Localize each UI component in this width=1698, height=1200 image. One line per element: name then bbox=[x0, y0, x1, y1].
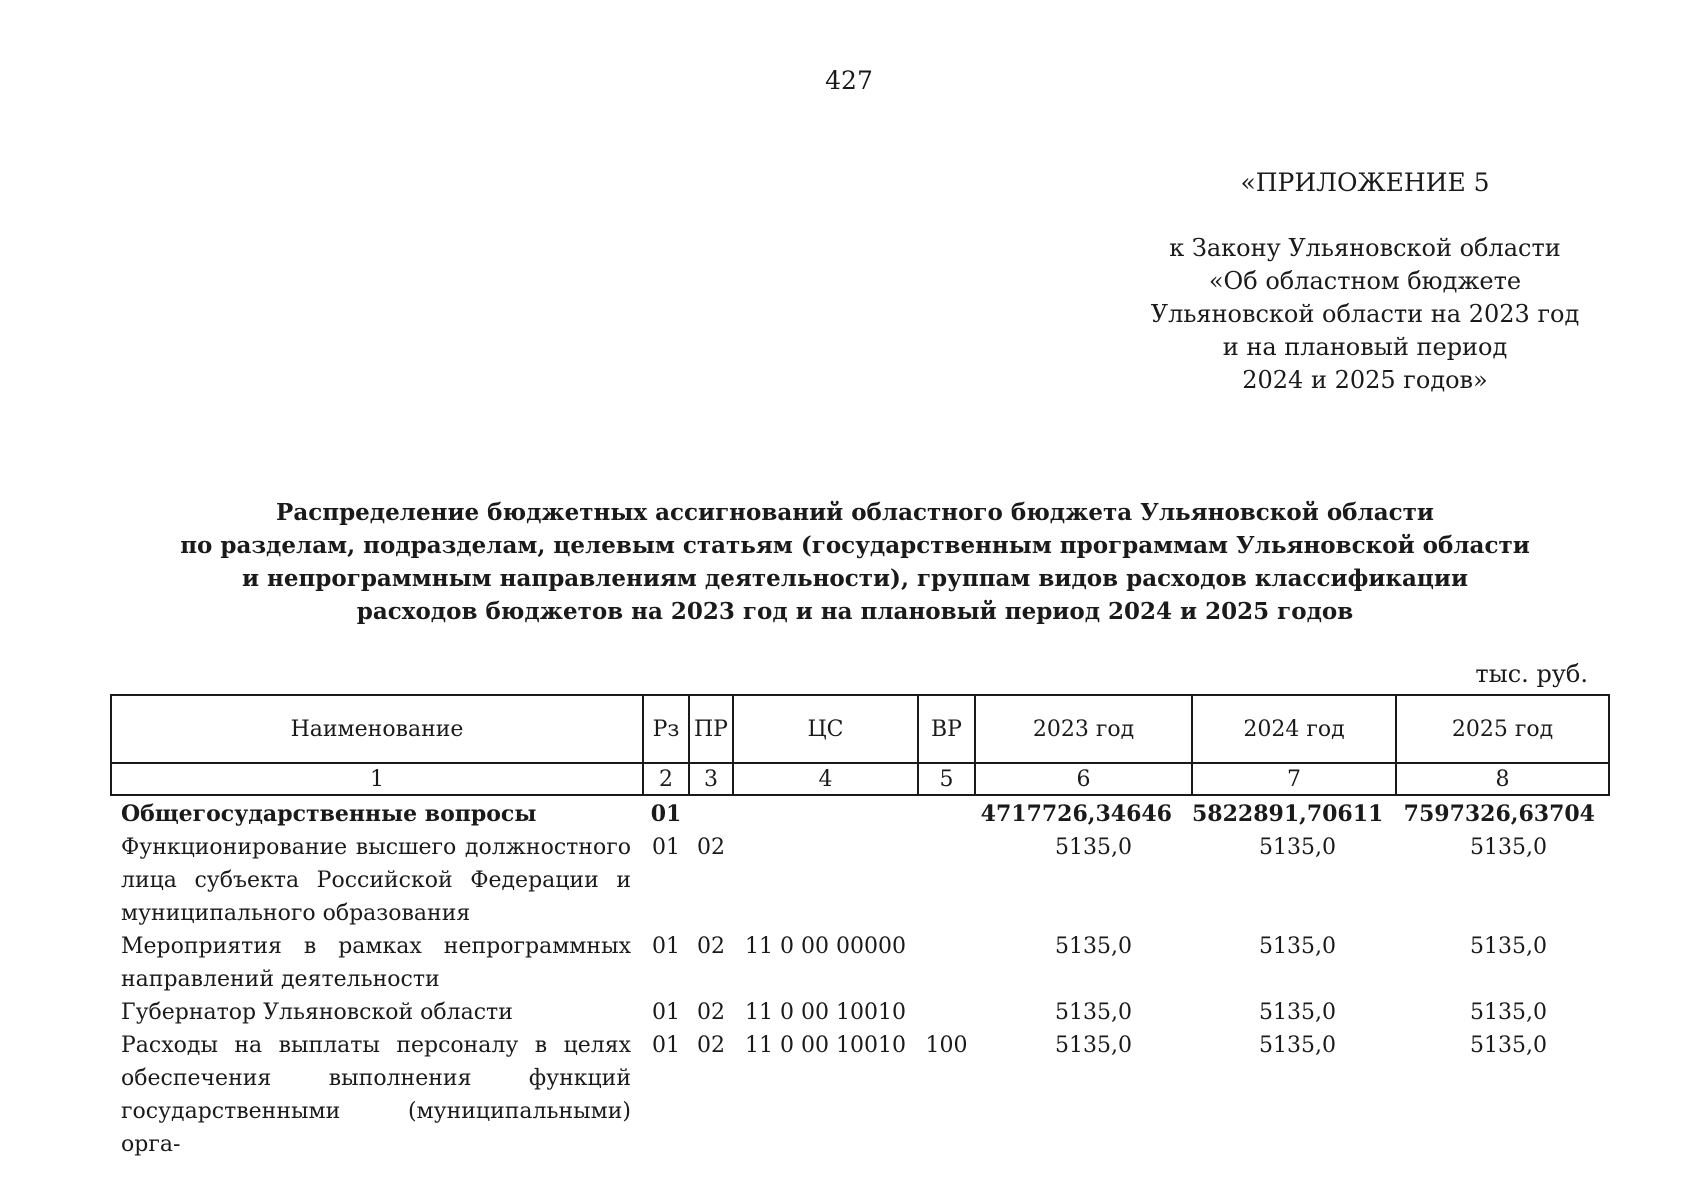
row-rz: 01 bbox=[652, 835, 680, 860]
row-name: Губернатор Ульяновской области bbox=[121, 1000, 513, 1025]
header-name: Наименование bbox=[111, 695, 643, 763]
header-2025: 2025 год bbox=[1396, 695, 1609, 763]
row-pr: 02 bbox=[697, 934, 725, 959]
budget-table bbox=[110, 694, 1610, 1161]
appendix-reference-line: Ульяновской области на 2023 год bbox=[1150, 300, 1580, 328]
appendix-reference-line: к Закону Ульяновской области bbox=[1169, 234, 1561, 262]
row-pr: 02 bbox=[697, 1033, 725, 1058]
units-label: тыс. руб. bbox=[1475, 660, 1588, 688]
column-number: 8 bbox=[1396, 763, 1609, 795]
row-name: Мероприятия в рамках непрограммных направлений деятельности bbox=[121, 934, 631, 992]
column-number: 3 bbox=[689, 763, 733, 795]
row-pr: 02 bbox=[697, 1000, 725, 1025]
column-number: 1 bbox=[111, 763, 643, 795]
row-cs: 11 0 00 10010 bbox=[745, 1000, 906, 1025]
page-number: 427 bbox=[825, 66, 873, 95]
row-2023: 5135,0 bbox=[1055, 1000, 1132, 1025]
table-row bbox=[111, 996, 1609, 1029]
column-number: 4 bbox=[733, 763, 918, 795]
table-row bbox=[111, 831, 1609, 930]
row-vr bbox=[918, 996, 975, 1029]
column-number: 5 bbox=[918, 763, 975, 795]
row-2024: 5822891,70611 bbox=[1192, 801, 1384, 827]
document-title-line: по разделам, подразделам, целевым статьям (государственным программам Ульяновской области bbox=[180, 532, 1530, 559]
row-vr bbox=[918, 795, 975, 831]
row-2024: 5135,0 bbox=[1259, 934, 1336, 959]
row-rz: 01 bbox=[652, 1000, 680, 1025]
appendix-reference-line: «Об областном бюджете bbox=[1208, 267, 1522, 295]
column-number: 7 bbox=[1192, 763, 1396, 795]
row-vr: 100 bbox=[925, 1033, 968, 1058]
header-2023: 2023 год bbox=[975, 695, 1192, 763]
row-cs: 11 0 00 10010 bbox=[745, 1033, 906, 1058]
row-2023: 5135,0 bbox=[1055, 934, 1132, 959]
document-title-line: и непрограммным направлениям деятельности), группам видов расходов классификации bbox=[241, 565, 1469, 592]
table-row bbox=[111, 1029, 1609, 1161]
row-2025: 5135,0 bbox=[1470, 1000, 1547, 1025]
row-name: Расходы на выплаты персоналу в целях обеспечения выполнения функций государственными (муниципальными) орга- bbox=[121, 1033, 631, 1157]
header-row bbox=[111, 695, 1609, 763]
header-pr: ПР bbox=[689, 695, 733, 763]
column-number: 6 bbox=[975, 763, 1192, 795]
row-rz: 01 bbox=[652, 934, 680, 959]
document-title-line: расходов бюджетов на 2023 год и на плановый период 2024 и 2025 годов bbox=[356, 598, 1354, 625]
document-title bbox=[120, 496, 1590, 628]
row-vr bbox=[918, 930, 975, 996]
row-2023: 4717726,34646 bbox=[980, 801, 1172, 827]
row-pr bbox=[689, 795, 733, 831]
header-2024: 2024 год bbox=[1192, 695, 1396, 763]
appendix-heading: «ПРИЛОЖЕНИЕ 5 bbox=[1240, 168, 1490, 197]
row-2024: 5135,0 bbox=[1259, 1033, 1336, 1058]
column-number: 2 bbox=[643, 763, 689, 795]
row-2025: 5135,0 bbox=[1470, 1033, 1547, 1058]
row-2025: 5135,0 bbox=[1470, 835, 1547, 860]
row-cs bbox=[733, 795, 918, 831]
header-cs: ЦС bbox=[733, 695, 918, 763]
table-row bbox=[111, 795, 1609, 831]
document-title-line: Распределение бюджетных ассигнований областного бюджета Ульяновской области bbox=[276, 499, 1434, 526]
appendix-reference-line: 2024 и 2025 годов» bbox=[1242, 366, 1488, 394]
column-number-row bbox=[111, 763, 1609, 795]
row-2024: 5135,0 bbox=[1259, 835, 1336, 860]
row-2023: 5135,0 bbox=[1055, 835, 1132, 860]
table-row bbox=[111, 930, 1609, 996]
header-vr: ВР bbox=[918, 695, 975, 763]
row-cs: 11 0 00 00000 bbox=[745, 934, 906, 959]
row-vr bbox=[918, 831, 975, 930]
row-name: Общегосударственные вопросы bbox=[121, 801, 537, 827]
appendix-reference bbox=[1130, 232, 1600, 397]
row-rz: 01 bbox=[652, 1033, 680, 1058]
row-name: Функционирование высшего должностного лица субъекта Российской Федерации и муниципального образования bbox=[121, 835, 631, 926]
row-2023: 5135,0 bbox=[1055, 1033, 1132, 1058]
header-rz: Рз bbox=[643, 695, 689, 763]
row-2025: 7597326,63704 bbox=[1403, 801, 1595, 827]
row-2024: 5135,0 bbox=[1259, 1000, 1336, 1025]
row-pr: 02 bbox=[697, 835, 725, 860]
appendix-reference-line: и на плановый период bbox=[1222, 333, 1508, 361]
row-2025: 5135,0 bbox=[1470, 934, 1547, 959]
row-rz: 01 bbox=[650, 801, 682, 827]
row-cs bbox=[733, 831, 918, 930]
